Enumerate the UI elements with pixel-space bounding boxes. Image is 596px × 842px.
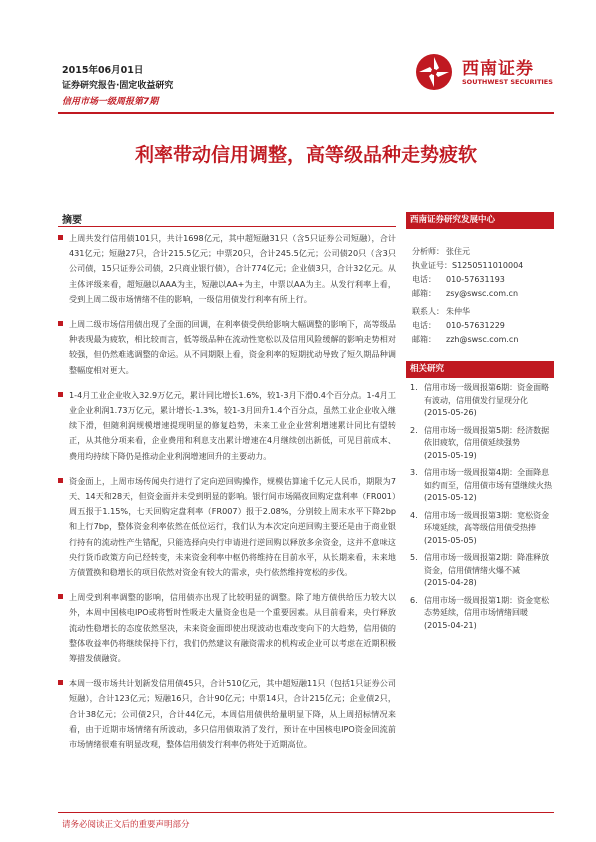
- item-title: 信用市场一级周报第3期：宽松资金环境延续，高等级信用债受热捧: [424, 510, 550, 532]
- company-logo: [414, 48, 554, 98]
- item-title: 信用市场一级周报第1期：资金宽松态势延续，信用市场情绪回暖: [424, 595, 550, 617]
- report-series: 信用市场一级周报第7期: [62, 97, 159, 107]
- email-label: 邮箱：: [412, 335, 436, 344]
- item-title: 信用市场一级周报第2期：降准释放资金，信用债情绪火爆不减: [424, 553, 550, 575]
- item-date: (2015-04-28): [424, 578, 477, 587]
- cert-number: S1250511010004: [452, 261, 524, 270]
- item-title: 信用市场一级周报第6期：资金面略有波动，信用债发行显现分化: [424, 383, 550, 405]
- item-date: (2015-04-21): [424, 620, 477, 630]
- item-number: 2.: [410, 425, 418, 435]
- abstract-paragraph-text: 1-4月工业企业收入32.9万亿元，累计同比增长1.6%，较1-3月下滑0.4个百分点。1-4月工业企业利润1.73万亿元，累计增长-1.3%，较1-3月回升1.4个百分点，虽然工业企业收入继续下滑，但随利润规模增速提现明显的修复趋势，未来工业企业营利增速累计同比有望转正，从其他分项来看，企业费用和利息支出累计增速在4月继续创出新低，可见目前成本、费用均持续下降仍是推动企业利润增速回升的主要动力。: [69, 389, 396, 461]
- contact-role-label: 联系人：: [412, 307, 444, 316]
- item-date: (2015-05-19): [424, 450, 477, 460]
- abstract-paragraph: [58, 590, 396, 666]
- report-date: 2015年06月01日: [62, 65, 144, 76]
- item-number: 4.: [410, 510, 418, 520]
- analyst-name: 张住元: [446, 247, 470, 256]
- logo-mark-icon: [414, 52, 454, 92]
- abstract-paragraph-text: 上周受到利率调整的影响，信用债亦出现了比较明显的调整。除了地方债供给压力较大以外，本周中国核电IPO或将暂时性吸走大量资金也是一个重要因素。从目前看来，央行释放流动性稳增长的态度依然坚决，未来资金面即使出现波动也难改变向下的大趋势，信用债的整体收益率仍将继续保持下行，我们仍然建议有融资需求的机构或企业可以考虑在近期积极筹措发债融资。: [69, 592, 396, 664]
- related-research-item[interactable]: [410, 595, 554, 633]
- page-title: 利率带动信用调整，高等级品种走势疲软: [134, 144, 477, 166]
- bullet-icon: [58, 235, 63, 240]
- sidebar: [406, 212, 554, 637]
- header-divider: [58, 112, 554, 114]
- abstract-paragraph-text: 上周二级市场信用债出现了全面的回调，在利率债受供给影响大幅调整的影响下，高等级品种表现最为疲软，相比较而言，低等级品种在流动性宽松以及信用风险缓解的影响走势相对较强，但仍然难逃调整的命运。从不同期限上看，资金利率的短期扰动导致了短久期品种调整幅度相对更大。: [69, 319, 396, 375]
- item-number: 5.: [410, 553, 418, 562]
- contact-card: [412, 305, 554, 347]
- item-number: 6.: [410, 595, 418, 605]
- email-link[interactable]: zzh@swsc.com.cn: [446, 335, 519, 344]
- related-research-heading: 相关研究: [406, 361, 554, 378]
- footer-divider: [58, 812, 554, 813]
- item-title: 信用市场一级周报第4期：全面降息如约而至，信用债市场有望继续火热: [424, 468, 552, 490]
- phone-label: 电话：: [412, 275, 436, 284]
- related-research-item[interactable]: [410, 552, 554, 590]
- analyst-info: [412, 245, 554, 347]
- abstract-paragraph: [58, 474, 396, 580]
- logo-name-cn: 西南证券: [462, 59, 534, 79]
- related-research-item[interactable]: [410, 467, 554, 505]
- related-research-item[interactable]: [410, 425, 554, 463]
- analyst-card: [412, 245, 554, 301]
- abstract-paragraph: [58, 676, 396, 752]
- email-link[interactable]: zsy@swsc.com.cn: [446, 289, 519, 298]
- abstract-divider: [58, 226, 396, 227]
- bullet-icon: [58, 392, 63, 397]
- abstract-paragraph: [58, 317, 396, 378]
- bullet-icon: [58, 478, 63, 483]
- bullet-icon: [58, 321, 63, 326]
- item-title: 信用市场一级周报第5期：经济数据依旧疲软，信用债延续强势: [424, 425, 550, 447]
- phone-number: 010-57631193: [446, 275, 505, 284]
- item-date: (2015-05-26): [424, 408, 477, 417]
- bullet-icon: [58, 594, 63, 599]
- logo-name-en: SOUTHWEST SECURITIES: [462, 78, 553, 86]
- contact-name: 朱仲华: [446, 307, 470, 316]
- abstract-heading: 摘要: [62, 215, 82, 226]
- abstract-body: [58, 231, 396, 762]
- abstract-paragraph-text: 上周共发行信用债101只，共计1698亿元，其中超短融31只（含5只证券公司短融），合计431亿元；短融27只，合计215.5亿元；中票20只，合计245.5亿元；公司债20只（含3只公司债，15只证券公司债，2只商业银行债），合计774亿元；企业债3只，合计32亿元。从主体评级来看，超短融以AAA为主，短融以AA+为主，中票以AA为主。从发行利率上看，受到上周二级市场情绪不佳的影响，一级信用债发行利率有所上行。: [69, 233, 396, 304]
- related-research-item[interactable]: [410, 510, 554, 548]
- footer-disclaimer: 请务必阅读正文后的重要声明部分: [62, 820, 190, 830]
- abstract-paragraph-text: 本周一级市场共计划新发信用债45只，合计510亿元，其中超短融11只（包括1只证券公司短融），合计123亿元；短融16只，合计90亿元；中票14只，合计215亿元；企业债2只，合计38亿元；公司债2只，合计44亿元，本周信用债供给量明显下降，从上周招标情况来看，由于近期市场情绪有所波动，多只信用债取消了发行，预计在中国核电IPO资金回流前市场情绪很难有明显改观，整体信用债发行利率仍将处于近期高位。: [69, 678, 396, 750]
- analyst-role-label: 分析师：: [412, 247, 444, 256]
- abstract-paragraph: [58, 388, 396, 464]
- bullet-icon: [58, 680, 63, 685]
- email-label: 邮箱：: [412, 289, 436, 298]
- item-number: 1.: [410, 383, 418, 392]
- cert-label: 执业证号：: [412, 261, 452, 270]
- phone-number: 010-57631229: [446, 321, 505, 330]
- abstract-paragraph: [58, 231, 396, 307]
- item-date: (2015-05-05): [424, 535, 477, 545]
- item-date: (2015-05-12): [424, 493, 477, 502]
- item-number: 3.: [410, 468, 418, 477]
- related-research-item[interactable]: [410, 382, 554, 420]
- report-type: 证券研究报告·固定收益研究: [62, 81, 174, 91]
- phone-label: 电话：: [412, 321, 436, 330]
- abstract-paragraph-text: 资金面上，上周市场传闻央行进行了定向逆回购操作，规模估算逾千亿元人民币，期限为7天、14天和28天，但资金面并未受到明显的影响。银行间市场隔夜回购定盘利率（FR001）周五报于1.15%，七天回购定盘利率（FR007）报于2.08%，分别较上周末水平下降2bp和上行7bp，整体资金利率依然在低位运行，我们认为本次定向逆回购主要还是由于商业银行持有的流动性产生错配，只能选择向央行申请进行逆回购以释放多余资金，这并不意味这央行货币政策方向已经转变，未来资金利率中枢仍将维持在目前水平，从长期来看，未来地方债置换和稳增长的项目依然对资金有较大的需求，央行依然维持宽松的步伐。: [69, 475, 396, 578]
- related-research-list: [410, 382, 554, 632]
- research-center-heading: 西南证券研究发展中心: [406, 212, 554, 229]
